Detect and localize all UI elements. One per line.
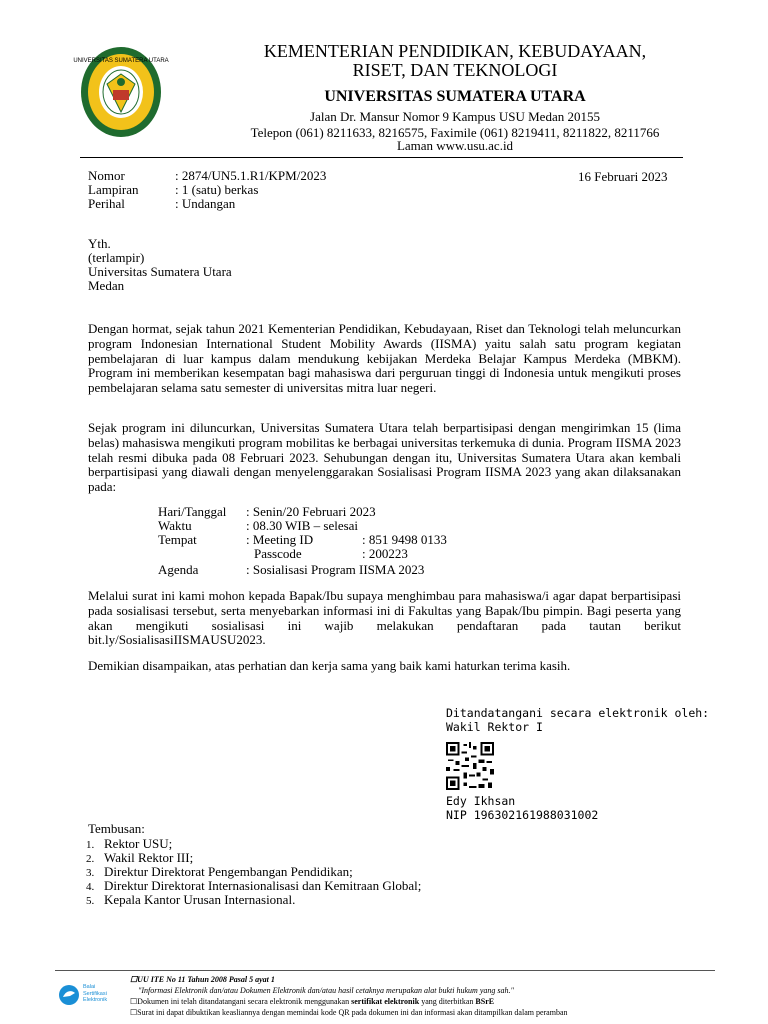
nomor-value: : 2874/UN5.1.R1/KPM/2023 [175, 168, 327, 183]
tembusan-item: 1. Rektor USU; [86, 836, 173, 851]
agenda-label: Agenda [158, 562, 199, 577]
agenda-value: : Sosialisasi Program IISMA 2023 [246, 562, 425, 577]
footer-rule [55, 970, 715, 971]
lampiran-value: : 1 (satu) berkas [175, 182, 259, 197]
perihal-value: : Undangan [175, 196, 236, 211]
recipient-yth: Yth. [88, 236, 111, 251]
tembusan-item: 2. Wakil Rektor III; [86, 850, 194, 865]
hari-value: : Senin/20 Februari 2023 [246, 504, 376, 519]
university-name: UNIVERSITAS SUMATERA UTARA [324, 88, 586, 105]
waktu-value: : 08.30 WIB – selesai [246, 518, 359, 533]
university-logo [73, 46, 169, 138]
footer-text: ☐UU ITE No 11 Tahun 2008 Pasal 5 ayat 1 "Informasi Elektronik dan/atau Dokumen Elektronik dan/atau hasil cetaknya merupakan alat bukti hukum yang sah." ☐Dokumen ini telah ditandatangani secara elektronik menggunakan sertifikat elektronik yang diterbitkan BSrE ☐Surat ini dapat dibuktikan keasliannya dengan memindai kode QR pada dokumen ini dan informasi akan ditampilkan dalam peramban [130, 975, 568, 1017]
recipient-city: Medan [88, 278, 125, 293]
paragraph-2: Sejak program ini diluncurkan, Universitas Sumatera Utara telah berpartisipasi dengan mengirimkan 15 (lima belas) mahasiswa mengikuti program mobilitas ke berbagai universitas terkemuka di dunia. Program IISMA 2023 telah resmi dibuka pada 08 Februari 2023. Sehubungan dengan itu, Universitas Sumatera Utara akan kembali berpartisipasi yang diawali dengan menyelenggarakan Sosialisasi Program IISMA 2023 yang akan dilaksanakan pada: [88, 420, 681, 495]
phone: Telepon (061) 8211633, 8216575, Faximile (061) 8219411, 8211822, 8211766 [250, 125, 660, 140]
ministry-line2: RISET, DAN TEKNOLOGI [352, 60, 558, 80]
signature-line1: Ditandatangani secara elektronik oleh: [446, 706, 710, 720]
recipient-university: Universitas Sumatera Utara [88, 264, 232, 279]
tembusan-title: Tembusan: [88, 821, 145, 836]
paragraph-1: Dengan hormat, sejak tahun 2021 Kementerian Pendidikan, Kebudayaan, Riset dan Teknologi telah meluncurkan program Indonesian International Student Mobility Awards (IISMA) yaitu salah satu program kegiatan pembelajaran di luar kampus dalam mendukung kebijakan Merdeka Belajar Kampus Merdeka (MBKM). Program ini memberikan kesempatan bagi mahasiswa dari perguruan tinggi di Indonesia untuk mengikuti proses pembelajaran selama satu semester di universitas mitra luar negeri. [88, 321, 681, 396]
paragraph-4: Demikian disampaikan, atas perhatian dan kerja sama yang baik kami haturkan terima kasih. [88, 658, 571, 673]
bsre-logo-icon [58, 984, 80, 1006]
signatory-name: Edy Ikhsan [446, 794, 516, 808]
logo-text: UNIVERSITAS SUMATERA UTARA [73, 58, 169, 64]
website: Laman www.usu.ac.id [396, 138, 514, 153]
letter-date: 16 Februari 2023 [578, 169, 668, 184]
perihal-label: Perihal [88, 196, 125, 211]
waktu-label: Waktu [158, 518, 192, 533]
bsre-label: Balai Sertifikasi Elektronik [83, 984, 108, 1003]
paragraph-3: Melalui surat ini kami mohon kepada Bapak/Ibu supaya menghimbau para mahasiswa/i agar dapat berpartisipasi pada sosialisasi tersebut, serta menyebarkan informasi ini di Fakultas yang Bapak/Ibu pimpin. Bagi peserta yang akan mengikuti sosialisasi ini wajib melakukan pendaftaran pada tautan berikut bit.ly/SosialisasiIISMAUSU2023. [88, 588, 681, 648]
tembusan-item: 5. Kepala Kantor Urusan Internasional. [86, 892, 296, 907]
ministry-line1: KEMENTERIAN PENDIDIKAN, KEBUDAYAAN, [263, 41, 647, 61]
meeting-id: : 851 9498 0133 [362, 532, 447, 547]
signatory-nip: NIP 196302161988031002 [446, 808, 599, 822]
hari-label: Hari/Tanggal [158, 504, 227, 519]
lampiran-label: Lampiran [88, 182, 139, 197]
address: Jalan Dr. Mansur Nomor 9 Kampus USU Medan 20155 [310, 109, 600, 124]
passcode-value: : 200223 [362, 546, 408, 561]
recipient-attached: (terlampir) [88, 250, 145, 265]
header-rule [80, 157, 683, 158]
nomor-label: Nomor [88, 168, 125, 183]
qr-code-icon [446, 742, 494, 790]
tembusan-item: 3. Direktur Direktorat Pengembangan Pendidikan; [86, 864, 353, 879]
passcode-label: Passcode [254, 546, 302, 561]
signature-position: Wakil Rektor I [446, 720, 543, 734]
tembusan-item: 4. Direktur Direktorat Internasionalisasi dan Kemitraan Global; [86, 878, 422, 893]
tempat-label: Tempat [158, 532, 197, 547]
tempat-value: : Meeting ID [246, 532, 314, 547]
